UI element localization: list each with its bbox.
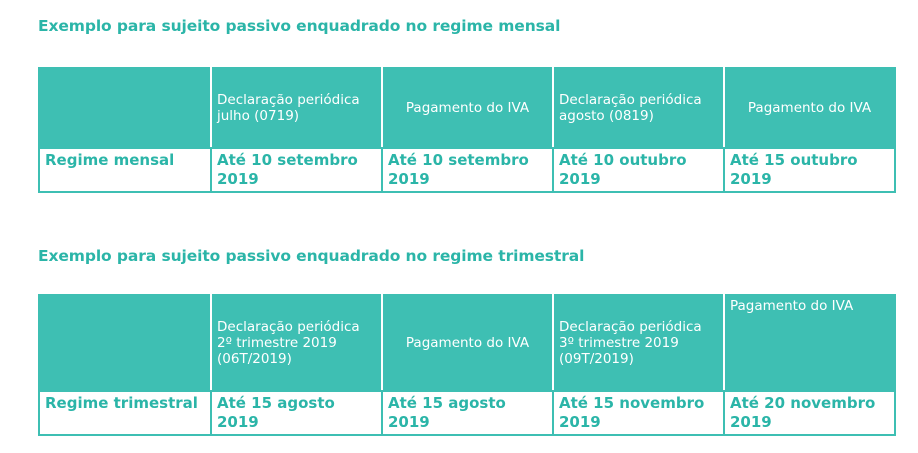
quarterly-regime-table	[38, 294, 896, 436]
header-cell-payment: Pagamento do IVA	[382, 295, 553, 391]
monthly-section-title: Exemplo para sujeito passivo enquadrado no regime mensal	[38, 17, 561, 35]
header-cell-empty	[39, 295, 211, 391]
header-cell-empty	[39, 68, 211, 148]
quarterly-section-title: Exemplo para sujeito passivo enquadrado no regime trimestral	[38, 247, 585, 265]
table-row	[39, 148, 895, 192]
deadline-cell: Até 10 outubro 2019	[553, 148, 724, 192]
header-cell-declaration: Declaração periódica 2º trimestre 2019 (06T/2019)	[211, 295, 382, 391]
header-cell-payment: Pagamento do IVA	[724, 295, 895, 391]
header-cell-payment: Pagamento do IVA	[724, 68, 895, 148]
row-label: Regime trimestral	[39, 391, 211, 435]
deadline-cell: Até 20 novembro 2019	[724, 391, 895, 435]
deadline-cell: Até 15 agosto 2019	[382, 391, 553, 435]
row-label: Regime mensal	[39, 148, 211, 192]
table-row	[39, 391, 895, 435]
header-cell-payment: Pagamento do IVA	[382, 68, 553, 148]
header-cell-declaration: Declaração periódica 3º trimestre 2019 (09T/2019)	[553, 295, 724, 391]
deadline-cell: Até 15 outubro 2019	[724, 148, 895, 192]
header-cell-declaration: Declaração periódica agosto (0819)	[553, 68, 724, 148]
deadline-cell: Até 15 agosto 2019	[211, 391, 382, 435]
monthly-regime-table	[38, 67, 896, 193]
table-header-row	[39, 295, 895, 391]
header-cell-declaration: Declaração periódica julho (0719)	[211, 68, 382, 148]
deadline-cell: Até 10 setembro 2019	[211, 148, 382, 192]
table-header-row	[39, 68, 895, 148]
deadline-cell: Até 10 setembro 2019	[382, 148, 553, 192]
deadline-cell: Até 15 novembro 2019	[553, 391, 724, 435]
